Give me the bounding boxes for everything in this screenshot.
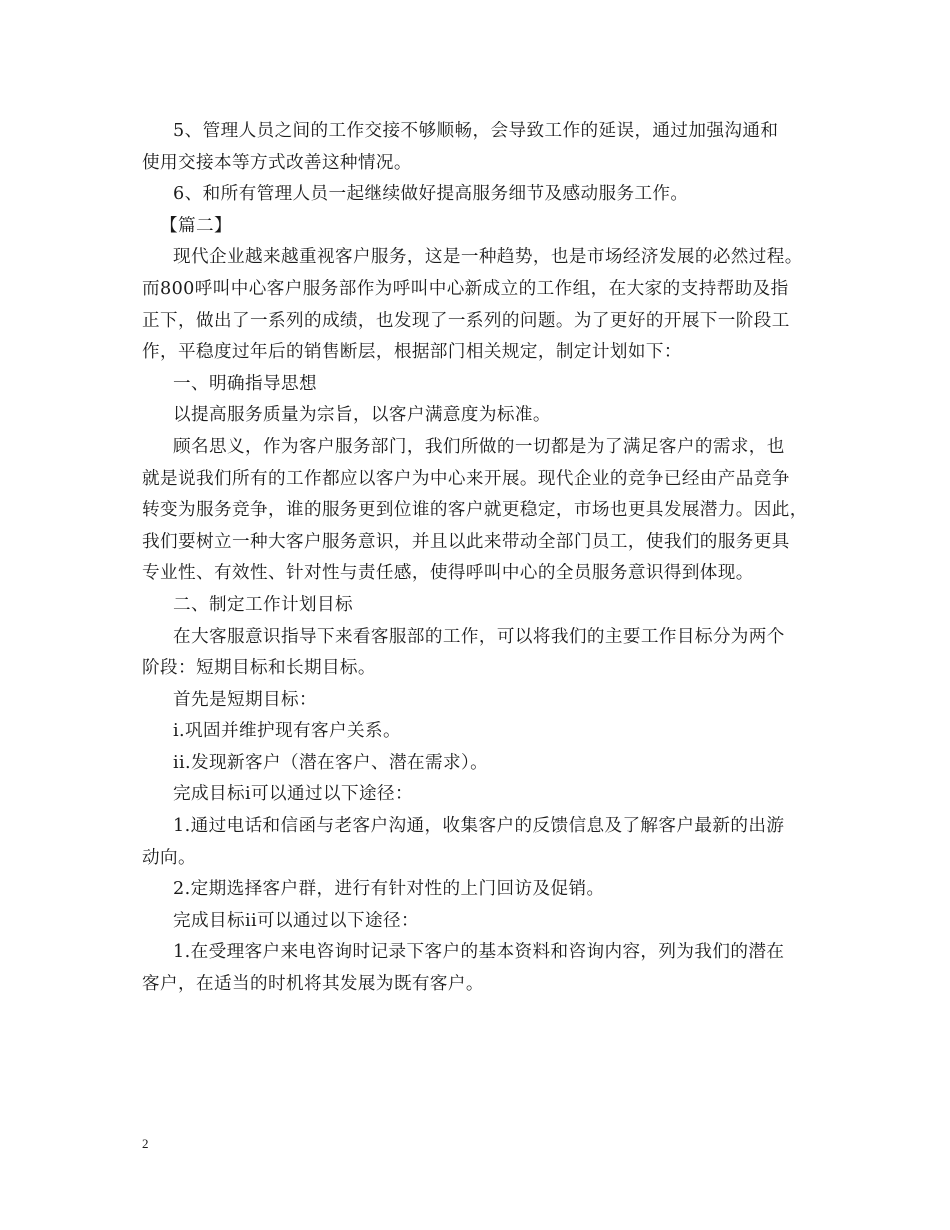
text-line: 客户，在适当的时机将其发展为既有客户。 [142, 974, 484, 995]
paragraph-goal-stages [142, 622, 812, 685]
page-number: 2 [142, 1136, 149, 1151]
text-line: 而800呼叫中心客户服务部作为呼叫中心新成立的工作组，在大家的支持帮助及指 [142, 278, 789, 299]
list-item-goal-ii [142, 748, 812, 780]
text-line: 使用交接本等方式改善这种情况。 [142, 152, 412, 173]
paragraph-goal-ii-methods [142, 906, 812, 938]
paragraph-purpose [142, 400, 812, 432]
text-line: 动向。 [142, 847, 196, 868]
text-line: 专业性、有效性、针对性与责任感，使得呼叫中心的全员服务意识得到体现。 [142, 563, 754, 584]
text-line: 在大客服意识指导下来看客服部的工作，可以将我们的主要工作目标分为两个 [173, 626, 785, 647]
list-item-method-ii-1 [142, 937, 812, 1000]
paragraph-explanation [142, 432, 812, 590]
list-item-goal-i [142, 716, 812, 748]
paragraph-item-6 [142, 179, 812, 211]
text-line: i.巩固并维护现有客户关系。 [173, 721, 401, 742]
section-heading [142, 211, 812, 243]
text-line: 完成目标ii可以通过以下途径： [173, 910, 419, 931]
paragraph-short-term [142, 685, 812, 717]
text-line: 转变为服务竞争，谁的服务更到位谁的客户就更稳定，市场也更具发展潜力。因此， [142, 500, 808, 521]
text-line: 2.定期选择客户群，进行有针对性的上门回访及促销。 [173, 879, 605, 900]
paragraph-goal-i-methods [142, 779, 812, 811]
subheading-guiding-idea [142, 369, 812, 401]
text-line: 1.在受理客户来电咨询时记录下客户的基本资料和咨询内容，列为我们的潜在 [173, 942, 785, 963]
text-line: ii.发现新客户（潜在客户、潜在需求）。 [173, 752, 489, 773]
text-line: 完成目标i可以通过以下途径： [173, 784, 413, 805]
paragraph-intro [142, 242, 812, 368]
text-line: 作，平稳度过年后的销售断层，根据部门相关规定，制定计划如下： [142, 342, 682, 363]
text-line: 二、制定工作计划目标 [173, 594, 353, 615]
list-item-method-2 [142, 874, 812, 906]
text-line: 首先是短期目标： [173, 689, 317, 710]
text-line: 一、明确指导思想 [173, 373, 317, 394]
text-line: 我们要树立一种大客户服务意识，并且以此来带动全部门员工，使我们的服务更具 [142, 531, 790, 552]
text-line: 【篇二】 [160, 215, 232, 236]
subheading-plan-goals [142, 590, 812, 622]
document-body [142, 116, 812, 1001]
paragraph-item-5 [142, 116, 812, 179]
text-line: 阶段：短期目标和长期目标。 [142, 658, 376, 679]
text-line: 5、管理人员之间的工作交接不够顺畅，会导致工作的延误，通过加强沟通和 [173, 121, 779, 141]
text-line: 1.通过电话和信函与老客户沟通，收集客户的反馈信息及了解客户最新的出游 [173, 816, 785, 837]
text-line: 就是说我们所有的工作都应以客户为中心来开展。现代企业的竞争已经由产品竞争 [142, 468, 790, 489]
text-line: 正下，做出了一系列的成绩，也发现了一系列的问题。为了更好的开展下一阶段工 [142, 310, 790, 331]
list-item-method-1 [142, 811, 812, 874]
text-line: 6、和所有管理人员一起继续做好提高服务细节及感动服务工作。 [173, 184, 689, 205]
text-line: 以提高服务质量为宗旨，以客户满意度为标准。 [173, 405, 551, 426]
text-line: 顾名思义，作为客户服务部门，我们所做的一切都是为了满足客户的需求，也 [173, 436, 785, 457]
text-line: 现代企业越来越重视客户服务，这是一种趋势，也是市场经济发展的必然过程。 [173, 247, 803, 268]
